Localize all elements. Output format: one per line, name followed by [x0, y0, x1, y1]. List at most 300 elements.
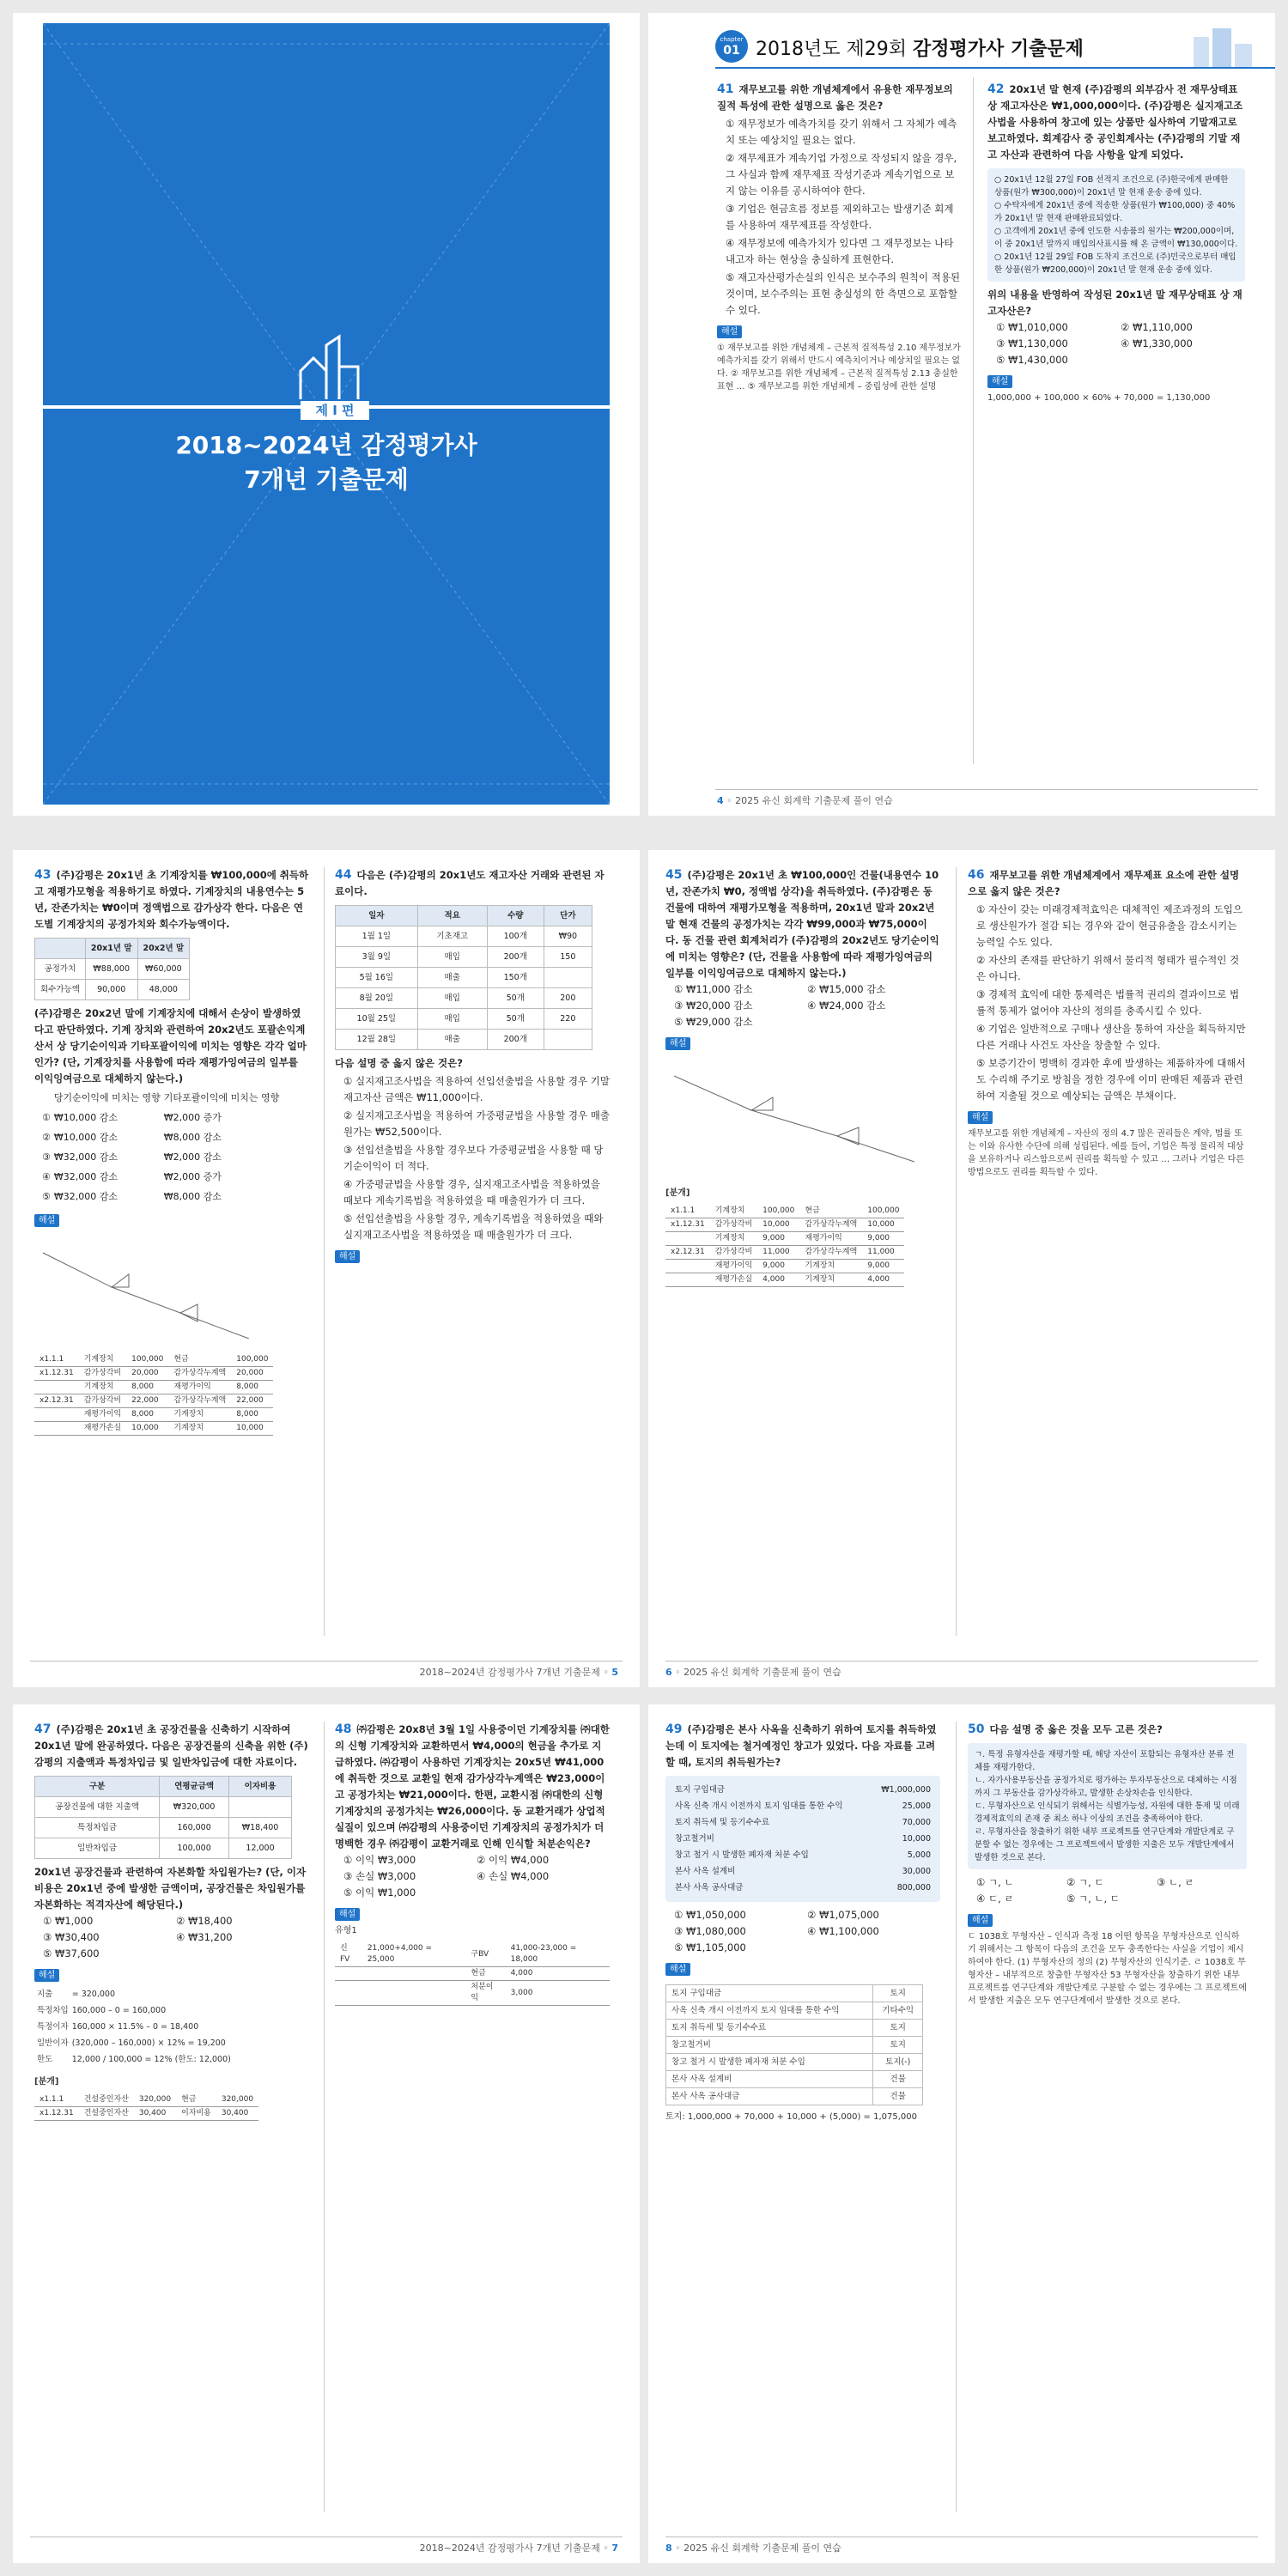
cell: x1.1.1: [34, 1353, 79, 1367]
options-grid: [674, 981, 940, 1030]
cell: 현금: [168, 1353, 231, 1367]
option-4: ④ ₩31,200: [176, 1931, 233, 1943]
cell: 48,000: [137, 980, 190, 1000]
cell: 50개: [487, 988, 544, 1009]
cell: 11,000: [862, 1246, 904, 1260]
option-2: ② ₩1,110,000: [1121, 321, 1193, 333]
case-label: 유형1: [335, 1926, 357, 1935]
info-box: [987, 168, 1245, 282]
cell: 토지 구입대금: [675, 1785, 726, 1795]
journal-title: [분개]: [665, 1188, 690, 1198]
cell: x1.12.31: [34, 1367, 79, 1381]
cell: 8,000: [126, 1408, 168, 1422]
question-49: [665, 1722, 940, 2123]
option-2: ② ₩18,400: [176, 1915, 233, 1927]
cell: 20x1년 말: [85, 939, 137, 959]
answer-tag: 해설: [968, 1914, 993, 1927]
option-5: ⑤ ₩29,000 감소: [674, 1016, 753, 1028]
cell: 기계장치: [168, 1422, 231, 1436]
cell: 공장건물에 대한 지출액: [35, 1797, 160, 1818]
cell: 처분이익: [465, 1981, 505, 2006]
answer-text: 토지: 1,000,000 + 70,000 + 10,000 + (5,000) = 1,075,000: [665, 2112, 918, 2122]
cell: 100,000: [231, 1353, 273, 1367]
cell: ₩10,000 감소: [53, 1132, 118, 1143]
info-item: ○ 수탁자에게 20x1년 중에 적송한 상품(원가 ₩100,000) 중 40%가 20x1년 말 현재 판매완료되었다.: [994, 201, 1236, 223]
answer-text: ㄷ 1038호 무형자산 – 인식과 측정 18 어떤 항목을 무형자산으로 인식하기 위해서는 그 항목이 다음의 조건을 모두 충족한다는 사실을 기업이 제시하여야 한다. (1) 무형자산의 정의 (2) 무형자산의 인식기준. ㄹ 1038호 무형자산 – 내부적으로 창출한 무형자산 53 무형자산을 창출하기 위한 내부 프로젝트를 연구단계와 개발단계로 구분할 수 없는 경우에는 그 프로젝트에서 발생한 지출은 모두 연구단계에서 발생한 것으로 본다.: [968, 1932, 1247, 2006]
option-1: ① 자산이 갖는 미래경제적효익은 대체적인 제조과정의 도입으로 생산원가가 절감 되는 경우와 같이 현금유출을 감소시키는 능력일 수도 있다.: [976, 903, 1242, 948]
answer-tag: 해설: [665, 1037, 690, 1050]
cell: 일반이자: [37, 2038, 69, 2048]
cell: 본사 사옥 설계비: [666, 2071, 873, 2088]
option-4: ④ ㄷ, ㄹ: [976, 1893, 1014, 1905]
cell: 현금: [465, 1967, 505, 1981]
cell: 기계장치: [710, 1205, 757, 1218]
cell: ③: [42, 1151, 51, 1163]
cell: 창고철거비: [666, 2037, 873, 2054]
cell: 20,000: [126, 1367, 168, 1381]
option-5: ⑤ 보증기간이 명백히 경과한 후에 발생하는 제품하자에 대해서도 수리해 주기로 방침을 정한 경우에 이미 판매된 제품과 관련하여 지출될 것으로 예상되는 금액은 부채이다.: [976, 1057, 1246, 1102]
answer-block: [335, 1908, 610, 2006]
options-grid: [996, 319, 1245, 368]
cell: 사옥 신축 개시 이전까지 토지 임대를 통한 수익: [675, 1801, 843, 1811]
question-text: 20x1년 말 현재 (주)감평의 외부감사 전 재무상태표 상 재고자산은 ₩1,000,000이다. (주)감평은 실지재고조사법을 사용하여 창고에 있는 상품만 실사하여 기말재고로 보고하였다. 회계감사 중 공인회계사는 (주)감평의 기말 재고 자산과 관련하여 다음 사항을 알게 되었다.: [987, 83, 1243, 161]
footer-title: 2025 유신 회계학 기출문제 풀이 연습: [683, 2543, 841, 2554]
page-title-prefix: 2018년도 제29회: [756, 39, 913, 60]
cell: 320,000: [216, 2093, 258, 2107]
cell: 30,400: [134, 2107, 176, 2121]
option-1: ① ㄱ, ㄴ: [976, 1876, 1014, 1888]
info-item: ㄴ. 자가사용부동산을 공정가치로 평가하는 투자부동산으로 대체하는 시점 까지 그 부동산을 감가상각하고, 발생한 손상차손을 인식한다.: [975, 1776, 1237, 1798]
question-text: 재무보고를 위한 개념체계에서 유용한 재무정보의 질적 특성에 관한 설명으로 옳은 것은?: [717, 83, 953, 112]
cell: [335, 1967, 362, 1981]
cell: x1.12.31: [34, 2107, 79, 2121]
option-3: ③ 손실 ₩3,000: [343, 1870, 416, 1882]
cell: 10,000: [757, 1218, 799, 1232]
part-badge: 제 I 편: [301, 401, 369, 420]
answer-text: ① 재무보고를 위한 개념체계 – 근본적 질적특성 2.10 제무정보가 예측가치를 갖기 위해서 반드시 예측치이거나 예상치일 필요는 없다. ② 재무보고를 위한 개념체계 – 근본적 질적특성 2.13 충실한 표현 … ⑤ 재무보고를 위한 개념체계 – 중립성에 관한 설명: [717, 343, 961, 392]
cell: [34, 1381, 79, 1394]
cell: 구분: [35, 1777, 160, 1797]
cell: x1.12.31: [665, 1218, 710, 1232]
cell: ₩1,000,000: [881, 1785, 931, 1795]
question-subtext: 위의 내용을 반영하여 작성된 20x1년 말 재무상태표 상 재고자산은?: [987, 289, 1242, 317]
column-divider: [324, 867, 325, 1636]
cell: 본사 사옥 설계비: [675, 1867, 736, 1876]
answer-block: [968, 1111, 1247, 1179]
cell: 창고철거비: [675, 1834, 714, 1844]
cell: [335, 1981, 362, 2006]
question-number: 48: [335, 1722, 352, 1736]
option-5: ⑤ ₩1,105,000: [674, 1941, 746, 1953]
question-41: [717, 82, 962, 393]
cell: ②: [42, 1132, 51, 1143]
option-1: ① ₩1,010,000: [996, 321, 1068, 333]
options-grid: [674, 1907, 940, 1956]
question-44: [335, 867, 610, 1267]
chapter-number: 01: [723, 44, 740, 58]
cell: ₩8,000 감소: [163, 1191, 222, 1202]
cell: ₩60,000: [137, 959, 190, 980]
option-5: ⑤ ㄱ, ㄴ, ㄷ: [1066, 1893, 1120, 1905]
page-7: [13, 1704, 640, 2563]
option-5: ⑤ 이익 ₩1,000: [343, 1886, 416, 1899]
cell: 건설중인자산: [79, 2107, 134, 2121]
cell: 매출: [417, 968, 487, 988]
option-1: ① ₩1,050,000: [674, 1909, 746, 1921]
cell: 22,000: [231, 1394, 273, 1408]
cell: 토지: [873, 1985, 923, 2002]
option-1: ① ₩11,000 감소: [674, 983, 753, 995]
page-5: [13, 850, 640, 1687]
info-box: [665, 1776, 940, 1902]
answer-block: [665, 1037, 940, 1287]
option-3: ③ 기업은 현금흐름 정보를 제외하고는 발생기준 회계를 사용하여 재무제표를 작성한다.: [726, 203, 954, 231]
cell: ₩10,000 감소: [53, 1112, 118, 1123]
cell: 기타포괄이익에 미치는 영향: [163, 1092, 280, 1103]
option-4: ④ ₩1,100,000: [807, 1925, 879, 1937]
page-number: 7: [611, 2543, 618, 2554]
cover-title-line1: 2018~2024년 감정평가사: [175, 431, 477, 459]
cover-title-line2: 7개년 기출문제: [244, 465, 409, 494]
answer-tag: 해설: [665, 1963, 690, 1976]
cell: 4,000: [506, 1967, 610, 1981]
cell: 감가상각비: [79, 1394, 126, 1408]
cover-panel: [43, 23, 610, 805]
question-43: [34, 867, 309, 1436]
cell: 12월 28일: [336, 1030, 418, 1050]
cell: 매출: [417, 1030, 487, 1050]
column-divider: [324, 1722, 325, 2512]
cell: [665, 1232, 710, 1246]
page-title: [756, 34, 1084, 61]
cell: = 320,000: [71, 1990, 115, 1999]
cell: 기계장치: [799, 1273, 862, 1287]
option-4: ④ 손실 ₩4,000: [477, 1870, 550, 1882]
revaluation-diagram: [665, 1059, 932, 1170]
value-table: [34, 938, 190, 1000]
cell: 3,000: [506, 1981, 610, 2006]
footer-title: 2025 유신 회계학 기출문제 풀이 연습: [735, 795, 893, 806]
page-number: 6: [665, 1667, 672, 1678]
cell: 토지: [873, 2020, 923, 2037]
cell: 본사 사옥 공사대금: [666, 2088, 873, 2105]
cell: 이자비용: [229, 1777, 292, 1797]
option-2: ② 재무제표가 계속기업 가정으로 작성되지 않을 경우, 그 사실과 함께 재무제표 작성기준과 계속기업으로 보지 않는 이유를 공시하여야 한다.: [726, 152, 957, 197]
cell: 10,000: [126, 1422, 168, 1436]
cell: [544, 968, 592, 988]
cell: 90,000: [85, 980, 137, 1000]
question-42: [987, 82, 1245, 404]
question-text: ㈜감평은 20x8년 3월 1일 사용중이던 기계장치를 ㈜대한의 신형 기계장치와 교환하면서 ₩4,000의 현금을 추가로 지급하였다. ㈜감평이 사용하던 기계장치는 20x5년 ₩41,000에 취득한 것으로 교환일 현재 감가상각누계액은 ₩23,000이고 공정가치는 ₩21,000이다. 한편, 교환시점 ㈜대한의 신형 기계장치의 공정가치는 ₩26,000이다. 동 교환거래가 상업적 실질이 있으며 ㈜감평의 사용중이던 기계장치의 공정가치가 더 명백한 경우 ㈜감평이 교환거래로 인해 인식할 처분손익은?: [335, 1723, 610, 1850]
cell: [229, 1797, 292, 1818]
cell: [34, 1422, 79, 1436]
footer: 6 ◦ 2025 유신 회계학 기출문제 풀이 연습: [665, 1667, 841, 1678]
option-2: ② ₩15,000 감소: [807, 983, 886, 995]
question-number: 49: [665, 1722, 683, 1736]
cell: 재평가이익: [79, 1408, 126, 1422]
cell: 재평가손실: [710, 1273, 757, 1287]
cell: 특정차입: [37, 2006, 69, 2015]
cell: 재평가이익: [168, 1381, 231, 1394]
options-grid: [43, 1913, 309, 1962]
question-subtext: 다음 설명 중 옳지 않은 것은?: [335, 1057, 463, 1069]
page-6: [648, 850, 1275, 1687]
page-number: 4: [717, 795, 724, 806]
option-4: ④ 가중평균법을 사용할 경우, 실지재고조사법을 적용하였을 때보다 계속기록법을 적용하였을 때 매출원가가 더 크다.: [343, 1178, 600, 1206]
info-box: [968, 1743, 1247, 1869]
cell: 8,000: [126, 1381, 168, 1394]
cell: 기계장치: [710, 1232, 757, 1246]
info-item: ○ 고객에게 20x1년 중에 인도한 시송품의 원가는 ₩200,000이며, 이 중 20x1년 말까지 매입의사표시를 해 온 금액이 ₩130,000이다.: [994, 227, 1238, 249]
cell: x2.12.31: [665, 1246, 710, 1260]
cell: 5,000: [907, 1850, 931, 1860]
answer-tag: 해설: [968, 1111, 993, 1124]
cell: 건설중인자산: [79, 2093, 134, 2107]
page-number: 5: [611, 1667, 618, 1678]
cell: 매입: [417, 1009, 487, 1030]
classification-table: [665, 1984, 923, 2105]
option-4: ④ 재무정보에 예측가치가 있다면 그 재무정보는 나타내고자 하는 현상을 충실하게 표현한다.: [726, 237, 954, 265]
cell: ₩90: [544, 927, 592, 947]
cell: 단가: [544, 906, 592, 927]
cell: 320,000: [134, 2093, 176, 2107]
cell: 160,000: [160, 1818, 229, 1838]
cell: [665, 1260, 710, 1273]
cell: 감가상각비: [79, 1367, 126, 1381]
cell: ₩32,000 감소: [53, 1171, 118, 1182]
cell: 4,000: [862, 1273, 904, 1287]
page-title-bold: 감정평가사 기출문제: [912, 39, 1084, 60]
question-number: 41: [717, 82, 734, 96]
question-47: [34, 1722, 309, 2121]
cell: [544, 1030, 592, 1050]
cell: 사옥 신축 개시 이전까지 토지 임대를 통한 수익: [666, 2002, 873, 2020]
cell: x2.12.31: [34, 1394, 79, 1408]
cell: [362, 1967, 466, 1981]
info-item: ○ 20x1년 12월 29일 FOB 도착지 조건으로 (주)민국으로부터 매입한 상품(원가 ₩200,000)이 20x1년 말 현재 운송 중에 있다.: [994, 252, 1236, 275]
cell: 21,000+4,000 = 25,000: [362, 1942, 466, 1967]
cell: 매입: [417, 947, 487, 968]
cell: 8월 20일: [336, 988, 418, 1009]
cell: 감가상각누계액: [168, 1394, 231, 1408]
cell: 10월 25일: [336, 1009, 418, 1030]
revaluation-diagram: [34, 1236, 292, 1339]
cell: 100개: [487, 927, 544, 947]
cell: 토지 취득세 및 등기수수료: [666, 2020, 873, 2037]
option-1: ① 실지재고조사법을 적용하여 선입선출법을 사용할 경우 기말재고자산 금액은 ₩11,000이다.: [343, 1075, 610, 1103]
footer-title: 2018~2024년 감정평가사 7개년 기출문제: [419, 2543, 600, 2554]
answer-text: 재무보고를 위한 개념체계 – 자산의 정의 4.7 많은 권리들은 계약, 법률 또는 이와 유사한 수단에 의해 성립된다. 예를 들어, 기업은 특정 물리적 대상을 보유하거나 리스함으로써 권리를 획득할 수 있고 … 그러나 기업은 다른 방법으로도 권리를 획득할 수 있다.: [968, 1129, 1244, 1177]
cell: 8,000: [231, 1408, 273, 1422]
option-2: ② 이익 ₩4,000: [477, 1854, 550, 1866]
answer-tag: 해설: [335, 1250, 360, 1263]
option-4: ④ 기업은 일반적으로 구매나 생산을 통하여 자산을 획득하지만 다른 거래나 사건도 자산을 창출할 수 있다.: [976, 1023, 1246, 1051]
footer: 4 ◦ 2025 유신 회계학 기출문제 풀이 연습: [717, 795, 893, 806]
cell: 연평균금액: [160, 1777, 229, 1797]
t-account: [335, 1942, 610, 2006]
cell: 창고 철거 시 발생한 폐자재 처분 수입: [675, 1850, 809, 1860]
cell: 현금: [799, 1205, 862, 1218]
cell: 10,000: [231, 1422, 273, 1436]
journal-table: [665, 1205, 904, 1287]
question-45: [665, 867, 940, 1287]
cell: 1월 1일: [336, 927, 418, 947]
option-3: ③ ₩20,000 감소: [674, 999, 753, 1012]
question-number: 42: [987, 82, 1005, 96]
cell: 재평가손실: [79, 1422, 126, 1436]
cell: ①: [42, 1112, 51, 1123]
footer: 8 ◦ 2025 유신 회계학 기출문제 풀이 연습: [665, 2543, 841, 2554]
cell: 150개: [487, 968, 544, 988]
question-text: (주)감평은 20x1년 초 공장건물을 신축하기 시작하여 20x1년 말에 완공하였다. 다음은 공장건물의 신축을 위한 (주)감평의 지출액과 특정차입금 및 일반차입금에 대한 자료이다.: [34, 1723, 308, 1768]
option-1: ① 이익 ₩3,000: [343, 1854, 416, 1866]
option-3: ③ ₩1,130,000: [996, 337, 1068, 349]
cell: 매입: [417, 988, 487, 1009]
cell: 공정가치: [35, 959, 86, 980]
answer-tag: 해설: [34, 1214, 59, 1227]
cell: 100,000: [126, 1353, 168, 1367]
cell: 창고 철거 시 발생한 폐자재 처분 수입: [666, 2054, 873, 2071]
cell: 기초재고: [417, 927, 487, 947]
cell: 감가상각누계액: [168, 1367, 231, 1381]
footer-title: 2018~2024년 감정평가사 7개년 기출문제: [419, 1667, 600, 1678]
cell: 토지: [873, 2037, 923, 2054]
cell: 감가상각비: [710, 1246, 757, 1260]
cell: 12,000: [229, 1838, 292, 1859]
option-3: ③ 선입선출법을 사용할 경우보다 가중평균법을 사용할 때 당기순이익이 더 적다.: [343, 1144, 604, 1172]
cell: ₩18,400: [229, 1818, 292, 1838]
cell: 200개: [487, 1030, 544, 1050]
option-3: ③ 경제적 효익에 대한 통제력은 법률적 권리의 결과이므로 법률적 통제가 없어야 자산의 정의를 충족시킬 수 있다.: [976, 988, 1240, 1017]
answer-block: [968, 1914, 1247, 2008]
option-1: ① ₩1,000: [43, 1915, 94, 1927]
question-text: 다음 설명 중 옳은 것을 모두 고른 것은?: [989, 1723, 1163, 1735]
cell: 50개: [487, 1009, 544, 1030]
cell: (320,000 – 160,000) × 12% = 19,200: [71, 2038, 226, 2048]
answer-block: [34, 1214, 309, 1436]
cell: 12,000 / 100,000 = 12% (한도: 12,000): [71, 2055, 231, 2064]
cell: ₩32,000 감소: [53, 1191, 118, 1202]
cell: 20x2년 말: [137, 939, 190, 959]
footer-rule: [665, 1661, 1258, 1662]
cell: 160,000 – 0 = 160,000: [71, 2006, 167, 2015]
question-text: (주)감평은 20x1년 초 기계장치를 ₩100,000에 취득하고 재평가모형을 적용하기로 하였다. 기계장치의 내용연수는 5년, 잔존가치는 ₩0이며 정액법으로 감가상각 한다. 다음은 연도별 기계장치의 공정가치와 회수가능액이다.: [34, 869, 309, 930]
footer-rule: [30, 1661, 623, 1662]
question-text: 재무보고를 위한 개념체계에서 재무제표 요소에 관한 설명으로 옳지 않은 것은?: [968, 869, 1240, 897]
cell: ₩32,000 감소: [53, 1151, 118, 1163]
building-icon: [296, 332, 365, 401]
info-item: ㄱ. 특정 유형자산을 재평가할 때, 해당 자산이 포함되는 유형자산 분류 전체를 재평가한다.: [975, 1750, 1235, 1772]
journal-table: [34, 2093, 258, 2121]
cell: 기계장치: [79, 1381, 126, 1394]
cell: ④: [42, 1171, 51, 1182]
cell: 9,000: [757, 1260, 799, 1273]
cell: 30,000: [902, 1867, 931, 1876]
cell: 건물: [873, 2088, 923, 2105]
answer-block: [717, 325, 962, 393]
cell: 감가상각누계액: [799, 1246, 862, 1260]
options-grid: [343, 1852, 610, 1901]
cell: 9,000: [757, 1232, 799, 1246]
column-divider: [956, 867, 957, 1636]
cell: 25,000: [902, 1801, 931, 1811]
cost-list: [672, 1781, 933, 1897]
cell: 이자비용: [176, 2107, 216, 2121]
question-50: [968, 1722, 1247, 2008]
cell: 토지 구입대금: [666, 1985, 873, 2002]
cell: ⑤: [42, 1191, 51, 1202]
cell: 특정이자: [37, 2022, 69, 2032]
cell: 200: [544, 988, 592, 1009]
cell: 기계장치: [799, 1260, 862, 1273]
question-number: 50: [968, 1722, 985, 1736]
cell: 70,000: [902, 1818, 931, 1827]
cell: 지출: [37, 1990, 53, 1999]
option-5: ⑤ ₩1,430,000: [996, 354, 1068, 366]
cell: 재평가이익: [710, 1260, 757, 1273]
option-2: ② 실지재고조사법을 적용하여 가중평균법을 사용할 경우 매출원가는 ₩52,500이다.: [343, 1109, 610, 1138]
journal-table: [34, 1353, 273, 1436]
option-2: ② 자산의 존재를 판단하기 위해서 물리적 형태가 필수적인 것은 아니다.: [976, 954, 1240, 982]
option-4: ④ ₩24,000 감소: [807, 999, 886, 1012]
borrowing-table: [34, 1776, 292, 1859]
option-5: ⑤ 선입선출법을 사용할 경우, 계속기록법을 적용하였을 때와 실지재고조사법을 적용하였을 때 매출원가가 더 크다.: [343, 1212, 604, 1241]
answer-text: 1,000,000 + 100,000 × 60% + 70,000 = 1,130,000: [987, 393, 1211, 403]
options-table: [39, 1087, 282, 1207]
cell: ₩2,000 증가: [163, 1171, 222, 1182]
cell: 기계장치: [79, 1353, 126, 1367]
question-48: [335, 1722, 610, 2006]
cell: 토지 취득세 및 등기수수료: [675, 1818, 770, 1827]
option-1: ① 재무정보가 예측가치를 갖기 위해서 그 자체가 예측치 또는 예상치일 필요는 없다.: [726, 118, 957, 146]
cell: 특정차입금: [35, 1818, 160, 1838]
option-2: ② ㄱ, ㄷ: [1066, 1876, 1104, 1888]
footer: 2018~2024년 감정평가사 7개년 기출문제 ◦ 7: [419, 2543, 618, 2554]
footer: 2018~2024년 감정평가사 7개년 기출문제 ◦ 5: [419, 1667, 618, 1678]
cell: 5월 16일: [336, 968, 418, 988]
answer-block: [335, 1250, 610, 1267]
option-3: ③ ₩1,080,000: [674, 1925, 746, 1937]
cell: 800,000: [896, 1883, 931, 1893]
answer-tag: 해설: [34, 1969, 59, 1982]
answer-tag: 해설: [717, 325, 742, 338]
cell: 150: [544, 947, 592, 968]
cell: 10,000: [902, 1834, 931, 1844]
answer-tag: 해설: [335, 1908, 360, 1921]
calc-table: [34, 1985, 234, 2069]
answer-tag: 해설: [987, 375, 1012, 388]
cell: 감가상각비: [710, 1218, 757, 1232]
info-item: ㄹ. 무형자산을 창출하기 위한 내부 프로젝트를 연구단계와 개발단계로 구분할 수 없는 경우에는 그 프로젝트에서 발생한 지출은 모두 개발단계에서 발생한 것으로 본다.: [975, 1827, 1235, 1862]
question-text: (주)감평은 20x1년 초 ₩100,000인 건물(내용연수 10년, 잔존가치 ₩0, 정액법 상각)을 취득하였다. (주)감평은 동 건물에 대하여 재평가모형을 적용하며, 20x1년 말과 20x2년 말 현재 건물의 공정가치는 각각 ₩99,000과 ₩75,000이다. 동 건물 관련 회계처리가 (주)감평의 20x2년도 당기순이익에 미치는 영향은? (단, 건물을 사용함에 따라 재평가잉여금의 일부를 이익잉여금으로 대체하지 않는다.): [665, 869, 939, 979]
cell: 11,000: [757, 1246, 799, 1260]
cell: [35, 939, 86, 959]
cell: [362, 1981, 466, 2006]
cell: 41,000-23,000 = 18,000: [506, 1942, 610, 1967]
cell: 감가상각누계액: [799, 1218, 862, 1232]
cell: 기타수익: [873, 2002, 923, 2020]
cell: 220: [544, 1009, 592, 1030]
cell: 20,000: [231, 1367, 273, 1381]
cell: x1.1.1: [34, 2093, 79, 2107]
cell: 본사 사옥 공사대금: [675, 1883, 744, 1893]
header-building-icon: [1168, 28, 1262, 67]
page-8: [648, 1704, 1275, 2563]
option-3: ③ ㄴ, ㄹ: [1157, 1876, 1194, 1888]
options-grid: [976, 1874, 1247, 1907]
option-2: ② ₩1,075,000: [807, 1909, 879, 1921]
question-number: 43: [34, 868, 52, 882]
